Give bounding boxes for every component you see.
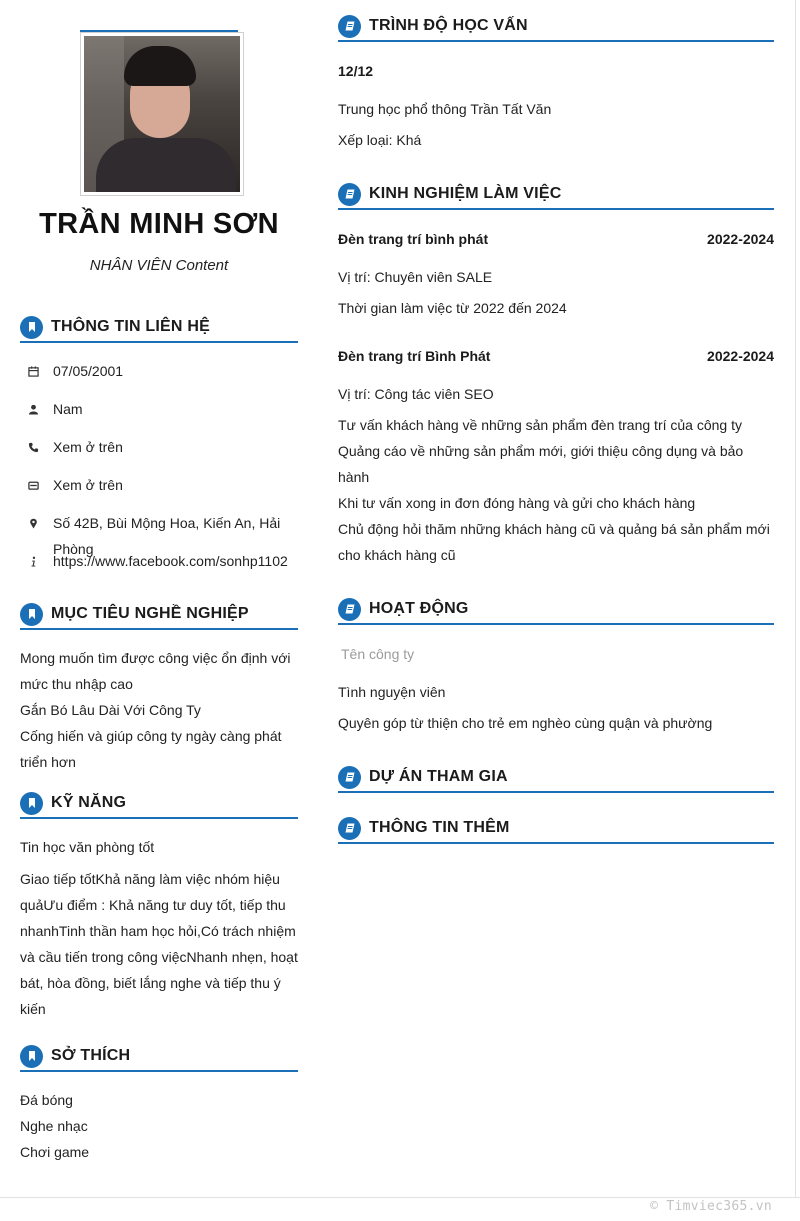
section-title: KINH NGHIỆM LÀM VIỆC xyxy=(369,185,562,202)
avatar xyxy=(80,32,244,196)
experience-line: Thời gian làm việc từ 2022 đến 2024 xyxy=(338,300,567,316)
section-title: TRÌNH ĐỘ HỌC VẤN xyxy=(369,17,528,34)
section-extra-header xyxy=(338,814,774,844)
experience-line: Vị trí: Chuyên viên SALE xyxy=(338,269,493,285)
experience-period: 2022-2024 xyxy=(707,231,774,247)
list-item: Chơi game xyxy=(20,1144,90,1160)
bookmark-icon xyxy=(20,603,43,626)
experience-period: 2022-2024 xyxy=(707,348,774,364)
info-icon xyxy=(26,554,40,568)
section-experience-header xyxy=(338,180,774,210)
section-title: SỞ THÍCH xyxy=(51,1047,131,1064)
experience-description: Tư vấn khách hàng về những sản phẩm đèn trang trí của công ty Quảng cáo về những sản phẩm mới, giới thiệu công dụng và bảo hành Khi tư vấn xong in đơn đóng hàng và gửi cho khách hàng Chủ động hỏi thăm những khách hàng cũ và quảng bá sản phẩm mới cho khách hàng cũ xyxy=(338,417,770,563)
section-hobbies-header xyxy=(20,1042,298,1072)
education-rank: Xếp loại: Khá xyxy=(338,132,422,148)
calendar-icon xyxy=(26,364,40,378)
bookmark-icon xyxy=(20,792,43,815)
bookmark-icon xyxy=(20,1045,43,1068)
hobby-list xyxy=(20,1087,298,1165)
phone-icon xyxy=(26,440,40,454)
job-title: NHÂN VIÊN Content xyxy=(89,257,229,274)
education-grade: 12/12 xyxy=(338,63,374,79)
section-projects-header xyxy=(338,763,774,793)
experience-position: Vị trí: Công tác viên SEO xyxy=(338,386,494,402)
bookmark-icon xyxy=(20,316,43,339)
list-item: Nghe nhạc xyxy=(20,1118,88,1134)
section-title: MỤC TIÊU NGHỀ NGHIỆP xyxy=(51,605,249,622)
section-education-header xyxy=(338,12,774,42)
objective-text: Mong muốn tìm được công việc ổn định với mức thu nhập cao Gắn Bó Lâu Dài Với Công Ty Cống hiến và giúp công ty ngày càng phát triển hơn xyxy=(20,650,291,770)
section-title: DỰ ÁN THAM GIA xyxy=(369,768,508,785)
section-activities-header xyxy=(338,595,774,625)
footer-divider xyxy=(0,1197,800,1198)
page-edge xyxy=(795,0,796,1197)
experience-company: Đèn trang trí Bình Phát 2022-2024 xyxy=(338,348,774,364)
education-school: Trung học phổ thông Trần Tất Văn xyxy=(338,101,552,117)
user-icon xyxy=(26,402,40,416)
book-icon xyxy=(338,598,361,621)
avatar-image xyxy=(84,36,240,192)
skill-item: Tin học văn phòng tốt xyxy=(20,839,155,855)
book-icon xyxy=(338,15,361,38)
section-contact-header xyxy=(20,313,298,343)
book-icon xyxy=(338,183,361,206)
experience-company: Đèn trang trí bình phát 2022-2024 xyxy=(338,231,774,247)
activity-role: Tình nguyện viên xyxy=(338,684,446,700)
section-title: THÔNG TIN LIÊN HỆ xyxy=(51,318,210,335)
skill-item: Giao tiếp tốtKhả năng làm việc nhóm hiệu quảƯu điểm : Khả năng tư duy tốt, tiếp thu nhanhTinh thần ham học hỏi,Có trách nhiệm và cầu tiến trong công việcNhanh nhẹn, hoạt bát, hòa đồng, biết lắng nghe và tiếp thu ý kiến xyxy=(20,871,298,1017)
section-skills-header xyxy=(20,789,298,819)
book-icon xyxy=(338,766,361,789)
envelope-icon xyxy=(26,478,40,492)
list-item: Đá bóng xyxy=(20,1092,73,1108)
activity-description: Quyên góp từ thiện cho trẻ em nghèo cùng quận và phường xyxy=(338,715,713,731)
activity-company-placeholder: Tên công ty xyxy=(341,646,415,662)
section-title: THÔNG TIN THÊM xyxy=(369,819,510,836)
section-objective-header xyxy=(20,600,298,630)
footer-watermark: © Timviec365.vn xyxy=(650,1199,772,1214)
section-title: HOẠT ĐỘNG xyxy=(369,600,469,617)
book-icon xyxy=(338,817,361,840)
map-pin-icon xyxy=(26,516,40,530)
candidate-name: TRẦN MINH SƠN xyxy=(39,208,279,240)
section-title: KỸ NĂNG xyxy=(51,794,127,811)
